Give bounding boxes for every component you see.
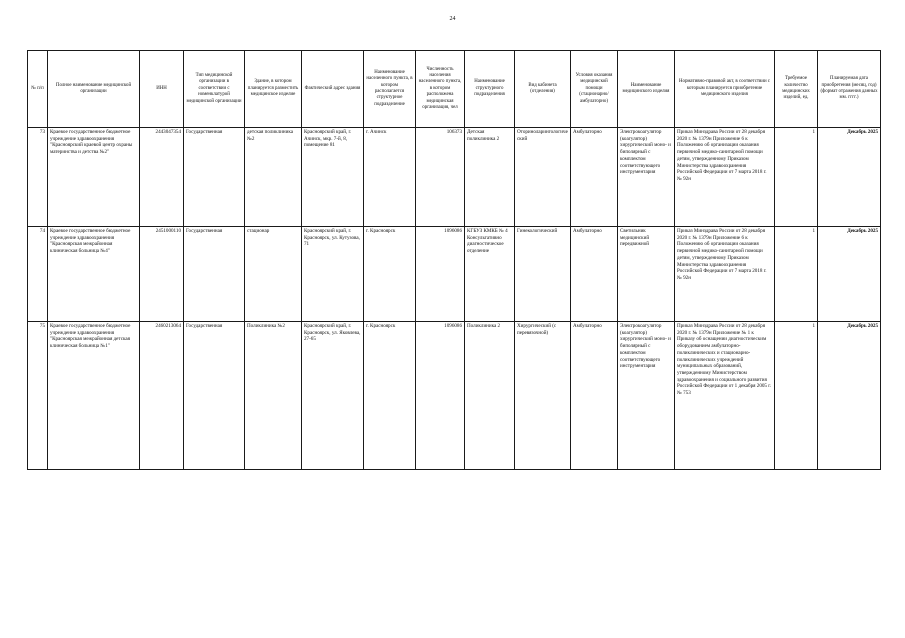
cell-inn: 2451000110 (140, 227, 184, 322)
cell-date: Декабрь 2025 (818, 227, 881, 322)
cell-cabinet: Гинекологический (515, 227, 571, 322)
cell-num: 75 (28, 322, 48, 470)
header-inn: ИНН (140, 51, 184, 128)
cell-date: Декабрь 2025 (818, 128, 881, 227)
header-conditions: Условия оказания медицинской помощи (стационарно/амбулаторно) (571, 51, 618, 128)
header-cabinet: Вид кабинета (отделения) (515, 51, 571, 128)
cell-legal-act: Приказ Минздрава России от 28 декабря 2020 г. № 1379н Приложение 6 к Положению об организации оказания первичной медико-санитарной помощи детям, утвержденному Приказом Министерства здравоохранения Российской Федерации от 7 марта 2018 г. № 92н (675, 227, 775, 322)
table-row (28, 227, 881, 322)
cell-cabinet: Хирургический (с перевязочной) (515, 322, 571, 470)
cell-locality: г. Красноярск (364, 227, 416, 322)
header-row (28, 51, 881, 128)
cell-building: стационар (245, 227, 302, 322)
cell-num: 74 (28, 227, 48, 322)
cell-cabinet: Оториноларингологический (515, 128, 571, 227)
cell-division: КГБУЗ КМКБ № 4 Консультативно диагностическое отделение (465, 227, 515, 322)
cell-org-name: Краевое государственное бюджетное учреждение здравоохранения "Красноярская межрайонная клиническая больница №4" (48, 227, 140, 322)
header-building: Здание, в котором планируется разместить медицинское изделие (245, 51, 302, 128)
cell-quantity: 1 (775, 227, 818, 322)
cell-conditions: Амбулаторно (571, 227, 618, 322)
cell-building: детская поликлиника №2 (245, 128, 302, 227)
table-row (28, 128, 881, 227)
cell-building: Поликлиника №2 (245, 322, 302, 470)
cell-address: Красноярский край, г. Красноярск, ул. Яковлева, 27-65 (302, 322, 364, 470)
cell-conditions: Амбулаторно (571, 128, 618, 227)
cell-device: Электрокоагулятор (коагулятор) хирургический моно- и биполярный с комплектом соответствующего инструментария (618, 128, 675, 227)
cell-division: Детская поликлиника 2 (465, 128, 515, 227)
header-quantity: Требуемое количество медицинских изделий, ед. (775, 51, 818, 128)
cell-org-type: Государственная (184, 322, 245, 470)
cell-population: 1096086 (416, 322, 465, 470)
cell-division: Поликлиника 2 (465, 322, 515, 470)
header-date: Планируемая дата приобретения (месяц, год) (формат отражения данных мм. гггг.) (818, 51, 881, 128)
cell-locality: г. Красноярск (364, 322, 416, 470)
cell-org-name: Краевое государственное бюджетное учреждение здравоохранения "Красноярская межрайонная детская клиническая больница №1" (48, 322, 140, 470)
cell-legal-act: Приказ Минздрава России от 28 декабря 2020 г. № 1379н Приложение 6 к Положению об организации оказания первичной медико-санитарной помощи детям, утвержденному Приказом Министерства здравоохранения Российской Федерации от 7 марта 2018 г. № 92н (675, 128, 775, 227)
table-row (28, 322, 881, 470)
header-population: Численность населения населенного пункта, в котором расположена медицинская организация, чел (416, 51, 465, 128)
cell-conditions: Амбулаторно (571, 322, 618, 470)
cell-device: Светильник медицинский передвижной (618, 227, 675, 322)
header-org-name: Полное наименование медицинской организации (48, 51, 140, 128)
equipment-plan-table (27, 50, 881, 470)
cell-quantity: 1 (775, 128, 818, 227)
cell-org-type: Государственная (184, 227, 245, 322)
cell-org-name: Краевое государственное бюджетное учреждение здравоохранения "Красноярский краевой центр охраны материнства и детства №2" (48, 128, 140, 227)
cell-locality: г. Ачинск (364, 128, 416, 227)
cell-org-type: Государственная (184, 128, 245, 227)
cell-address: Красноярский край, г. Ачинск, мкр. 7-й, 8, помещение 81 (302, 128, 364, 227)
header-org-type: Тип медицинской организации в соответствии с номенклатурой медицинской организации (184, 51, 245, 128)
header-locality: Наименование населенного пункта, в котором располагается структурное подразделение (364, 51, 416, 128)
cell-population: 1096086 (416, 227, 465, 322)
cell-legal-act: Приказ Минздрава России от 28 декабря 2020 г. № 1379н Приложение № 1 к Приказу об оснащении диагностическим оборудованием амбулаторно-поликлинических и стационарно-поликлинических учреждений муниципальных образований, утвержденному Министерством здравоохранения и социального развития Российской Федерации от 1 декабря 2005 г. № 753 (675, 322, 775, 470)
header-legal-act: Нормативно-правовой акт, в соответствии с которым планируется приобретение медицинского изделия (675, 51, 775, 128)
cell-inn: 2460213064 (140, 322, 184, 470)
cell-population: 106373 (416, 128, 465, 227)
cell-num: 73 (28, 128, 48, 227)
cell-quantity: 1 (775, 322, 818, 470)
header-address: Фактический адрес здания (302, 51, 364, 128)
header-division: Наименование структурного подразделения (465, 51, 515, 128)
page-number: 24 (449, 16, 456, 22)
header-device: Наименование медицинского изделия (618, 51, 675, 128)
cell-date: Декабрь 2025 (818, 322, 881, 470)
header-num: № п/п (28, 51, 48, 128)
cell-address: Красноярский край, г. Красноярск, ул. Кутузова, 71 (302, 227, 364, 322)
cell-device: Электрокоагулятор (коагулятор) хирургический моно- и биполярный с комплектом соответствующего инструментария (618, 322, 675, 470)
cell-inn: 2443047354 (140, 128, 184, 227)
